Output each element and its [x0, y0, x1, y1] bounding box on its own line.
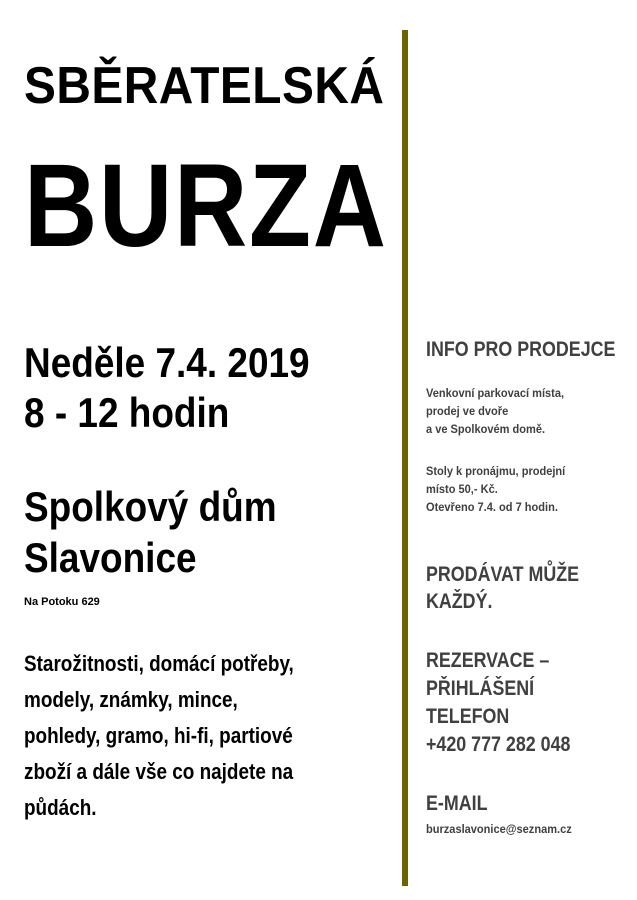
items-line-4: zboží a dále vše co najdete na [24, 759, 294, 784]
info-heading: INFO PRO PRODEJCE [426, 338, 616, 361]
venue-address: Na Potoku 629 [24, 596, 100, 608]
anyone-line-2: KAŽDÝ. [426, 590, 493, 613]
title-line-1: SBĚRATELSKÁ [24, 57, 385, 115]
info-line-2: prodej ve dvoře [426, 404, 509, 418]
info-line-3: a ve Spolkovém domě. [426, 422, 546, 436]
reservation-line-1: REZERVACE – [426, 649, 550, 672]
items-line-1: Starožitnosti, domácí potřeby, [24, 651, 294, 676]
vertical-divider [402, 30, 408, 886]
phone-number: +420 777 282 048 [426, 733, 571, 756]
info-line-1: Venkovní parkovací místa, [426, 386, 565, 400]
items-line-2: modely, známky, mince, [24, 687, 238, 712]
items-line-5: půdách. [24, 795, 97, 820]
tables-line-3: Otevřeno 7.4. od 7 hodin. [426, 500, 558, 514]
anyone-line-1: PRODÁVAT MŮŽE [426, 563, 580, 586]
items-line-3: pohledy, gramo, hi-fi, partiové [24, 723, 293, 748]
event-time: 8 - 12 hodin [24, 389, 230, 436]
venue-town: Slavonice [24, 534, 197, 581]
reservation-line-3: TELEFON [426, 705, 510, 728]
tables-line-2: místo 50,- Kč. [426, 482, 498, 496]
tables-line-1: Stoly k pronájmu, prodejní [426, 464, 566, 478]
title-line-2: BURZA [24, 140, 388, 272]
venue-name: Spolkový dům [24, 483, 277, 530]
reservation-line-2: PŘIHLÁŠENÍ [426, 677, 535, 700]
event-date: Neděle 7.4. 2019 [24, 339, 310, 386]
email-heading: E-MAIL [426, 792, 488, 815]
email-address: burzaslavonice@seznam.cz [426, 822, 572, 836]
